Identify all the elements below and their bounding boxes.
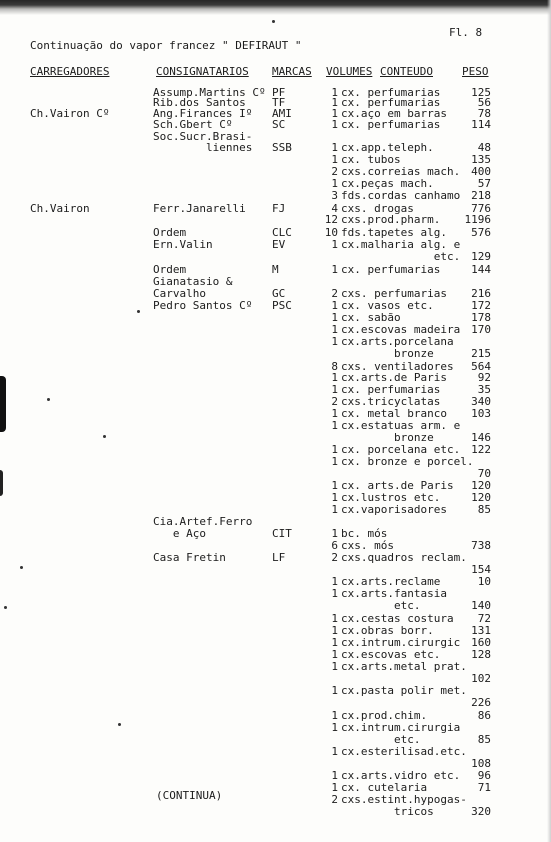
row-consignee: Pedro Santos Cº bbox=[153, 299, 253, 312]
row-quantity: 1 bbox=[331, 86, 338, 99]
ink-speck bbox=[118, 723, 121, 726]
row-weight: 140 bbox=[471, 599, 491, 612]
row-description: bronze bbox=[341, 347, 434, 360]
row-quantity: 2 bbox=[331, 287, 338, 300]
row-description: cx.lustros etc. bbox=[341, 491, 441, 504]
row-weight: 129 bbox=[471, 250, 491, 263]
document-title: Continuação do vapor francez " DEFIRAUT " bbox=[30, 39, 302, 52]
header-conteudo: CONTEUDO bbox=[380, 65, 433, 78]
row-weight: 146 bbox=[471, 431, 491, 444]
row-quantity: 10 bbox=[324, 226, 338, 239]
ink-speck bbox=[47, 398, 50, 401]
row-description: cx.arts.metal prat. bbox=[341, 660, 467, 673]
row-weight: 57 bbox=[477, 177, 491, 190]
row-weight: 103 bbox=[471, 407, 491, 420]
row-description: cx.prod.chim. bbox=[341, 709, 428, 722]
row-description: cx. tubos bbox=[341, 153, 401, 166]
row-quantity: 1 bbox=[331, 636, 338, 649]
row-description: cxs. drogas bbox=[341, 202, 414, 215]
row-weight: 226 bbox=[471, 696, 491, 709]
continua-note: (CONTINUA) bbox=[156, 789, 223, 802]
row-description: cxs. perfumarias bbox=[341, 287, 447, 300]
ink-speck bbox=[4, 606, 7, 609]
row-quantity: 6 bbox=[331, 539, 338, 552]
row-quantity: 2 bbox=[331, 395, 338, 408]
row-description: cxs.tricyclatas bbox=[341, 395, 441, 408]
row-description: cx.intrum.cirurgic bbox=[341, 636, 461, 649]
row-description: etc. bbox=[341, 733, 421, 746]
row-mark: CLC bbox=[272, 226, 292, 239]
row-quantity: 1 bbox=[331, 299, 338, 312]
row-quantity: 1 bbox=[331, 118, 338, 131]
row-weight: 10 bbox=[477, 575, 491, 588]
row-mark: M bbox=[272, 263, 279, 276]
row-consignee: Ern.Valin bbox=[153, 238, 213, 251]
ink-speck bbox=[137, 310, 140, 313]
row-consignee: Cia.Artef.Ferro bbox=[153, 515, 253, 528]
row-consignee: Ferr.Janarelli bbox=[153, 202, 246, 215]
row-weight: 48 bbox=[477, 141, 491, 154]
row-description: cx.vaporisadores bbox=[341, 503, 447, 516]
row-consignee: Soc.Sucr.Brasi- bbox=[153, 130, 253, 143]
row-mark: SC bbox=[272, 118, 286, 131]
binder-hole-mark bbox=[0, 376, 6, 432]
row-weight: 71 bbox=[477, 781, 491, 794]
row-weight: 320 bbox=[471, 805, 491, 818]
row-mark: EV bbox=[272, 238, 286, 251]
row-quantity: 1 bbox=[331, 660, 338, 673]
row-quantity: 1 bbox=[331, 769, 338, 782]
row-weight: 108 bbox=[471, 757, 491, 770]
row-quantity: 2 bbox=[331, 551, 338, 564]
row-description: cx. perfumarias bbox=[341, 263, 441, 276]
row-description: cx.peças mach. bbox=[341, 177, 434, 190]
row-weight: 776 bbox=[471, 202, 491, 215]
row-weight: 35 bbox=[477, 383, 491, 396]
row-quantity: 3 bbox=[331, 189, 338, 202]
row-description: cx.pasta polir met. bbox=[341, 684, 467, 697]
row-quantity: 1 bbox=[331, 721, 338, 734]
row-weight: 70 bbox=[477, 467, 491, 480]
row-quantity: 1 bbox=[331, 323, 338, 336]
row-consignee: Carvalho bbox=[153, 287, 206, 300]
row-description: cx.arts.porcelana bbox=[341, 335, 454, 348]
row-weight: 131 bbox=[471, 624, 491, 637]
row-description: cx.malharia alg. e bbox=[341, 238, 461, 251]
row-description: cx.arts.fantasia bbox=[341, 587, 447, 600]
row-mark: CIT bbox=[272, 527, 292, 540]
header-consignatarios: CONSIGNATARIOS bbox=[156, 65, 249, 78]
row-weight: 738 bbox=[471, 539, 491, 552]
row-weight: 120 bbox=[471, 479, 491, 492]
row-quantity: 1 bbox=[331, 443, 338, 456]
row-quantity: 1 bbox=[331, 648, 338, 661]
row-weight: 125 bbox=[471, 86, 491, 99]
row-consignee: Ang.Firances Iº bbox=[153, 107, 253, 120]
row-quantity: 2 bbox=[331, 165, 338, 178]
row-description: cx. porcelana etc. bbox=[341, 443, 461, 456]
row-weight: 564 bbox=[471, 360, 491, 373]
folio-number: Fl. 8 bbox=[449, 26, 483, 39]
header-marcas: MARCAS bbox=[272, 65, 312, 78]
row-quantity: 1 bbox=[331, 153, 338, 166]
binder-hole-mark bbox=[0, 470, 3, 496]
row-weight: 178 bbox=[471, 311, 491, 324]
row-consignee: Rib.dos Santos bbox=[153, 96, 246, 109]
row-description: cx.obras borr. bbox=[341, 624, 434, 637]
row-quantity: 1 bbox=[331, 624, 338, 637]
row-consignee: Casa Fretin bbox=[153, 551, 226, 564]
row-description: cx. perfumarias bbox=[341, 96, 441, 109]
row-weight: 1196 bbox=[464, 213, 491, 226]
ink-speck bbox=[20, 566, 23, 569]
row-consignee: Sch.Gbert Cº bbox=[153, 118, 233, 131]
row-description: cxs.correias mach. bbox=[341, 165, 461, 178]
row-quantity: 1 bbox=[331, 419, 338, 432]
row-description: cx. vasos etc. bbox=[341, 299, 434, 312]
row-weight: 216 bbox=[471, 287, 491, 300]
row-weight: 78 bbox=[477, 107, 491, 120]
row-weight: 92 bbox=[477, 371, 491, 384]
row-quantity: 1 bbox=[331, 479, 338, 492]
row-weight: 135 bbox=[471, 153, 491, 166]
row-quantity: 1 bbox=[331, 575, 338, 588]
row-quantity: 1 bbox=[331, 684, 338, 697]
row-quantity: 12 bbox=[324, 213, 338, 226]
row-description: cx. perfumarias bbox=[341, 86, 441, 99]
row-weight: 85 bbox=[477, 733, 491, 746]
row-weight: 122 bbox=[471, 443, 491, 456]
row-description: cxs. ventiladores bbox=[341, 360, 454, 373]
row-description: cx.estatuas arm. e bbox=[341, 419, 461, 432]
row-consignee: Ordem bbox=[153, 263, 187, 276]
row-weight: 114 bbox=[471, 118, 491, 131]
row-description: cxs.quadros reclam. bbox=[341, 551, 467, 564]
row-quantity: 1 bbox=[331, 527, 338, 540]
row-description: cx. metal branco bbox=[341, 407, 447, 420]
row-description: fds.cordas canhamo bbox=[341, 189, 461, 202]
row-description: etc. bbox=[341, 599, 421, 612]
row-description: cx.cestas costura bbox=[341, 612, 454, 625]
row-mark: AMI bbox=[272, 107, 292, 120]
row-mark: PF bbox=[272, 86, 286, 99]
row-description: cxs. mós bbox=[341, 539, 394, 552]
row-mark: TF bbox=[272, 96, 286, 109]
row-weight: 96 bbox=[477, 769, 491, 782]
row-description: fds.tapetes alg. bbox=[341, 226, 447, 239]
header-volumes: VOLUMES bbox=[326, 65, 373, 78]
row-quantity: 1 bbox=[331, 263, 338, 276]
row-weight: 72 bbox=[477, 612, 491, 625]
row-quantity: 1 bbox=[331, 612, 338, 625]
row-consignee: Assump.Martins Cº bbox=[153, 86, 266, 99]
row-description: cx.arts.vidro etc. bbox=[341, 769, 461, 782]
row-quantity: 1 bbox=[331, 335, 338, 348]
row-weight: 215 bbox=[471, 347, 491, 360]
row-description: cx.intrum.cirurgia bbox=[341, 721, 461, 734]
row-weight: 85 bbox=[477, 503, 491, 516]
row-quantity: 1 bbox=[331, 407, 338, 420]
row-quantity: 1 bbox=[331, 781, 338, 794]
header-peso: PESO bbox=[462, 65, 489, 78]
row-description: cxs.prod.pharm. bbox=[341, 213, 441, 226]
row-weight: 128 bbox=[471, 648, 491, 661]
row-weight: 170 bbox=[471, 323, 491, 336]
row-weight: 56 bbox=[477, 96, 491, 109]
page-right-edge bbox=[547, 0, 551, 842]
row-quantity: 1 bbox=[331, 709, 338, 722]
row-quantity: 1 bbox=[331, 587, 338, 600]
row-description: cx. arts.de Paris bbox=[341, 479, 454, 492]
row-quantity: 1 bbox=[331, 383, 338, 396]
row-quantity: 1 bbox=[331, 745, 338, 758]
row-quantity: 1 bbox=[331, 177, 338, 190]
row-weight: 86 bbox=[477, 709, 491, 722]
row-weight: 144 bbox=[471, 263, 491, 276]
row-shipper: Ch.Vairon Cº bbox=[30, 107, 110, 120]
row-description: cx. sabão bbox=[341, 311, 401, 324]
row-description: cx.arts.de Paris bbox=[341, 371, 447, 384]
row-description: cx. perfumarias bbox=[341, 383, 441, 396]
row-quantity: 1 bbox=[331, 311, 338, 324]
row-quantity: 1 bbox=[331, 107, 338, 120]
row-consignee: Gianatasio & bbox=[153, 275, 233, 288]
row-description: cx.aço em barras bbox=[341, 107, 447, 120]
row-consignee: liennes bbox=[153, 141, 253, 154]
row-description: cx.escovas madeira bbox=[341, 323, 461, 336]
row-mark: SSB bbox=[272, 141, 292, 154]
row-mark: GC bbox=[272, 287, 286, 300]
row-description: cx.app.teleph. bbox=[341, 141, 434, 154]
row-weight: 340 bbox=[471, 395, 491, 408]
ink-speck bbox=[103, 435, 106, 438]
row-quantity: 2 bbox=[331, 793, 338, 806]
row-quantity: 1 bbox=[331, 238, 338, 251]
row-description: bc. mós bbox=[341, 527, 388, 540]
row-mark: PSC bbox=[272, 299, 292, 312]
row-description: etc. bbox=[341, 250, 461, 263]
row-quantity: 1 bbox=[331, 96, 338, 109]
row-quantity: 1 bbox=[331, 503, 338, 516]
row-weight: 102 bbox=[471, 672, 491, 685]
row-weight: 576 bbox=[471, 226, 491, 239]
row-mark: LF bbox=[272, 551, 286, 564]
row-description: cx. perfumarias bbox=[341, 118, 441, 131]
row-description: cx. bronze e porcel. bbox=[341, 455, 474, 468]
row-description: cxs.estint.hypogas- bbox=[341, 793, 467, 806]
page-top-edge bbox=[0, 0, 551, 16]
row-description: cx. cutelaria bbox=[341, 781, 428, 794]
header-carregadores: CARREGADORES bbox=[30, 65, 110, 78]
row-description: bronze bbox=[341, 431, 434, 444]
row-quantity: 1 bbox=[331, 455, 338, 468]
row-quantity: 1 bbox=[331, 491, 338, 504]
row-weight: 120 bbox=[471, 491, 491, 504]
row-weight: 400 bbox=[471, 165, 491, 178]
row-quantity: 1 bbox=[331, 371, 338, 384]
row-description: cx.escovas etc. bbox=[341, 648, 441, 661]
row-weight: 154 bbox=[471, 563, 491, 576]
row-weight: 160 bbox=[471, 636, 491, 649]
ink-speck bbox=[272, 20, 275, 23]
row-description: tricos bbox=[341, 805, 434, 818]
row-mark: FJ bbox=[272, 202, 286, 215]
row-weight: 218 bbox=[471, 189, 491, 202]
row-weight: 172 bbox=[471, 299, 491, 312]
row-quantity: 1 bbox=[331, 141, 338, 154]
row-consignee: Ordem bbox=[153, 226, 187, 239]
row-description: cx.arts.reclame bbox=[341, 575, 441, 588]
row-shipper: Ch.Vairon bbox=[30, 202, 90, 215]
row-description: cx.esterilisad.etc. bbox=[341, 745, 467, 758]
row-quantity: 4 bbox=[331, 202, 338, 215]
row-consignee: e Aço bbox=[153, 527, 206, 540]
row-quantity: 8 bbox=[331, 360, 338, 373]
